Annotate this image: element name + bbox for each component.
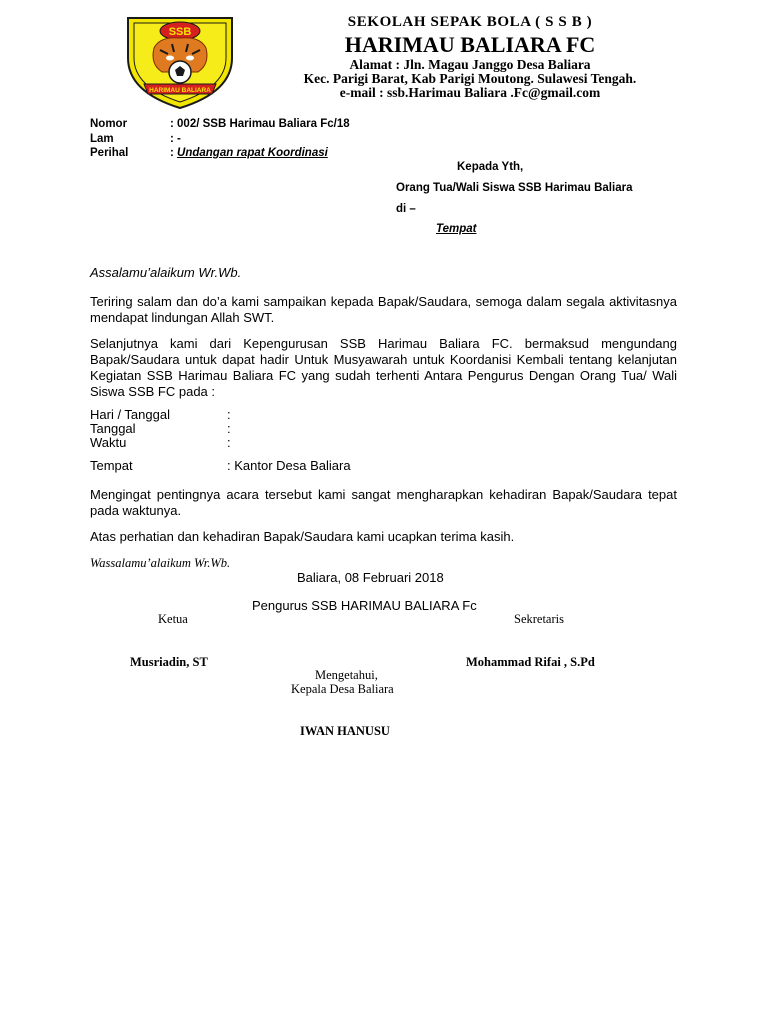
ketua-name: Musriadin, ST — [130, 655, 208, 669]
letter-date: Baliara, 08 Februari 2018 — [297, 570, 444, 585]
sekretaris-title: Sekretaris — [514, 612, 564, 626]
paragraph-1: Teriring salam dan do’a kami sampaikan kepada Bapak/Saudara, semoga dalam segala aktivitasnya mendapat lindungan Allah SWT. — [90, 294, 677, 325]
club-name: HARIMAU BALIARA FC — [344, 32, 596, 57]
hari-label: Hari / Tanggal — [90, 407, 170, 422]
logo-bottom-text: HARIMAU BALIARA — [149, 87, 211, 94]
tanggal-colon: : — [227, 421, 231, 436]
paragraph-4: Atas perhatian dan kehadiran Bapak/Saudara kami ucapkan terima kasih. — [90, 529, 515, 544]
perihal-colon: : — [170, 147, 178, 159]
tanggal-label: Tanggal — [90, 421, 136, 436]
mengetahui: Mengetahui, — [315, 668, 378, 682]
waktu-label: Waktu — [90, 435, 127, 450]
kepada-yth: Kepada Yth, — [457, 161, 524, 173]
perihal-value: Undangan rapat Koordinasi — [177, 147, 328, 159]
hari-colon: : — [227, 407, 231, 422]
tempat-value: : Kantor Desa Baliara — [227, 458, 351, 473]
address-line-2: Kec. Parigi Barat, Kab Parigi Moutong. Sulawesi Tengah. — [303, 71, 637, 86]
nomor-label: Nomor — [90, 118, 128, 130]
tempat-label: Tempat — [90, 458, 133, 473]
recipient-tempat: Tempat — [436, 223, 477, 235]
lam-label: Lam — [90, 133, 114, 145]
closing: Wassalamu’alaikum Wr.Wb. — [90, 556, 231, 570]
sekretaris-name: Mohammad Rifai , S.Pd — [466, 655, 595, 669]
logo-top-text: SSB — [168, 26, 192, 38]
perihal-row — [170, 147, 328, 159]
email-line: e-mail : ssb.Harimau Baliara .Fc@gmail.com — [339, 85, 601, 100]
recipient-di: di – — [396, 203, 416, 215]
greeting: Assalamu’alaikum Wr.Wb. — [90, 265, 242, 280]
waktu-colon: : — [227, 435, 231, 450]
paragraph-3: Mengingat pentingnya acara tersebut kami sangat mengharapkan kehadiran Bapak/Saudara tepat pada waktunya. — [90, 487, 677, 518]
organization-name: Pengurus SSB HARIMAU BALIARA Fc — [252, 598, 477, 613]
kepala-desa-title: Kepala Desa Baliara — [291, 682, 394, 696]
perihal-label: Perihal — [90, 147, 129, 159]
recipient-name: Orang Tua/Wali Siswa SSB Harimau Baliara — [396, 182, 633, 194]
nomor-value: : 002/ SSB Harimau Baliara Fc/18 — [170, 118, 350, 130]
school-name: SEKOLAH SEPAK BOLA ( S S B ) — [347, 14, 593, 30]
paragraph-2: Selanjutnya kami dari Kepengurusan SSB Harimau Baliara FC. bermaksud mengundang Bapak/Saudara untuk dapat hadir Untuk Musyawarah untuk Koordanisi Kembali tentang kelanjutan Kegiatan SSB Harimau Baliara FC yang sudah terhenti Antara Pengurus Dengan Orang Tua/ Wali Siswa SSB FC pada : — [90, 336, 677, 399]
address-line-1: Alamat : Jln. Magau Janggo Desa Baliara — [349, 57, 591, 72]
kepala-desa-name: IWAN HANUSU — [300, 724, 390, 738]
lam-value: : - — [170, 133, 181, 145]
ketua-title: Ketua — [158, 612, 188, 626]
